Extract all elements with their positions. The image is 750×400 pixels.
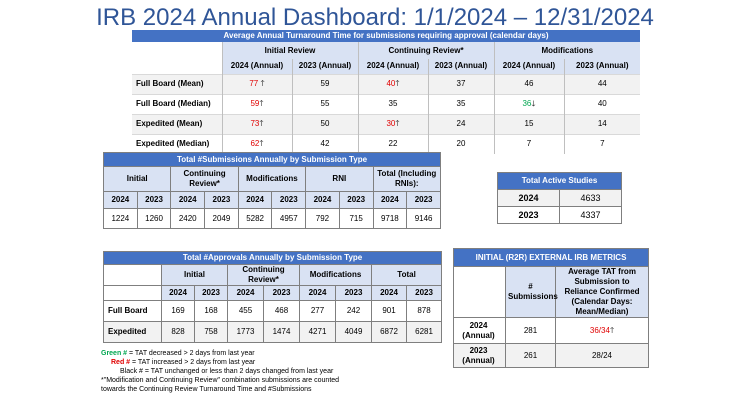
group-continuing-review: Continuing Review* <box>358 42 494 59</box>
footnote: *"Modification and Continuing Review" combination submissions are counted <box>101 377 340 384</box>
year-header: 2024 <box>171 192 205 209</box>
col-header: 2024 (Annual) <box>222 59 292 74</box>
cell: 59 <box>292 74 358 94</box>
cell: 878 <box>407 301 442 322</box>
cell: 6281 <box>407 322 442 343</box>
col-header: 2024 (Annual) <box>494 59 564 74</box>
cell <box>222 94 292 114</box>
arrow-up-icon: 🡑 <box>260 79 265 88</box>
row-label: Full Board (Mean) <box>132 74 222 94</box>
table-row <box>132 114 640 134</box>
cell: 261 <box>506 344 556 368</box>
cell <box>222 74 292 94</box>
legend-text: = TAT increased > 2 days from last year <box>130 359 256 366</box>
cell: 242 <box>336 301 372 322</box>
row-label: Full Board (Median) <box>132 94 222 114</box>
cell: 281 <box>506 318 556 344</box>
cell: 55 <box>292 94 358 114</box>
cell: 6872 <box>372 322 407 343</box>
r2r-header: INITIAL (R2R) EXTERNAL IRB METRICS <box>454 249 649 267</box>
col-header: 2023 (Annual) <box>292 59 358 74</box>
year-header: 2024 <box>300 286 336 301</box>
active-studies-header: Total Active Studies <box>498 173 622 190</box>
cell: 28/24 <box>556 344 649 368</box>
cell: 901 <box>372 301 407 322</box>
cell-value: 36 <box>522 99 532 108</box>
cell: 15 <box>494 114 564 134</box>
cell: 169 <box>162 301 195 322</box>
cell <box>222 114 292 134</box>
page-title: IRB 2024 Annual Dashboard: 1/1/2024 – 12/31/2024 <box>96 4 654 31</box>
table-row <box>132 94 640 114</box>
table-row <box>454 318 649 344</box>
arrow-up-icon: 🡑 <box>259 99 264 108</box>
year-header: 2023 <box>272 192 306 209</box>
cell: 42 <box>292 134 358 154</box>
arrow-down-icon: 🡓 <box>531 99 536 108</box>
cell: 1224 <box>104 209 138 229</box>
year-header: 2024 <box>372 286 407 301</box>
turnaround-table <box>132 30 640 154</box>
cell: 468 <box>264 301 300 322</box>
arrow-up-icon: 🡑 <box>259 139 264 149</box>
cell: 5282 <box>238 209 272 229</box>
row-label: Expedited <box>104 322 162 343</box>
cell: 277 <box>300 301 336 322</box>
table-row <box>498 207 622 224</box>
group-modifications: Modifications <box>300 265 372 286</box>
table-row <box>104 322 442 343</box>
cell: 758 <box>195 322 228 343</box>
cell: 2420 <box>171 209 205 229</box>
year-header: 2023 <box>407 286 442 301</box>
table-row <box>104 209 441 229</box>
legend-red <box>101 358 461 367</box>
active-studies-table <box>497 172 622 224</box>
cell: 4337 <box>560 207 622 224</box>
cell: 2049 <box>205 209 239 229</box>
group-total: Total <box>372 265 442 286</box>
legend-red-key: Red # <box>111 359 131 366</box>
group-modifications: Modifications <box>238 167 305 192</box>
cell <box>358 114 428 134</box>
col-header: 2023 (Annual) <box>564 59 640 74</box>
group-initial: Initial <box>162 265 228 286</box>
cell-value: 36/34 <box>589 325 610 335</box>
cell: 1773 <box>228 322 264 343</box>
cell: 7 <box>564 134 640 154</box>
cell <box>222 134 292 154</box>
legend-green-key: Green # <box>101 350 128 357</box>
cell: 168 <box>195 301 228 322</box>
cell: 35 <box>428 94 494 114</box>
cell: 1260 <box>137 209 171 229</box>
r2r-metrics-table <box>453 248 649 368</box>
cell <box>358 74 428 94</box>
year-header: 2024 <box>228 286 264 301</box>
row-label: 2024 (Annual) <box>454 318 506 344</box>
arrow-up-icon: 🡑 <box>609 325 615 335</box>
group-modifications: Modifications <box>494 42 640 59</box>
legend-green <box>101 349 461 358</box>
col-header: 2024 (Annual) <box>358 59 428 74</box>
cell: 7 <box>494 134 564 154</box>
cell: 715 <box>339 209 373 229</box>
cell-value: 59 <box>250 99 260 108</box>
year-header: 2024 <box>373 192 407 209</box>
cell: 4633 <box>560 190 622 207</box>
year-header: 2024 <box>104 192 138 209</box>
cell: 37 <box>428 74 494 94</box>
cell: 9146 <box>407 209 441 229</box>
year-header: 2023 <box>264 286 300 301</box>
cell: 9718 <box>373 209 407 229</box>
arrow-up-icon: 🡑 <box>259 119 264 128</box>
cell <box>494 94 564 114</box>
year-label: 2023 <box>498 207 560 224</box>
cell: 46 <box>494 74 564 94</box>
row-label: Expedited (Median) <box>132 134 222 154</box>
year-header: 2023 <box>407 192 441 209</box>
table-row <box>498 190 622 207</box>
year-header: 2024 <box>238 192 272 209</box>
cell: 4271 <box>300 322 336 343</box>
cell: 35 <box>358 94 428 114</box>
group-initial: Initial <box>104 167 171 192</box>
cell <box>556 318 649 344</box>
col-header: 2023 (Annual) <box>428 59 494 74</box>
legend-black: Black # = TAT unchanged or less than 2 days changed from last year <box>120 368 334 375</box>
year-header: 2023 <box>339 192 373 209</box>
cell: 20 <box>428 134 494 154</box>
cell: 22 <box>358 134 428 154</box>
legend <box>101 349 461 394</box>
year-header: 2023 <box>336 286 372 301</box>
turnaround-header: Average Annual Turnaround Time for submissions requiring approval (calendar days) <box>223 31 549 40</box>
group-continuing-review: Continuing Review* <box>171 167 238 192</box>
cell: 455 <box>228 301 264 322</box>
cell: 828 <box>162 322 195 343</box>
cell: 44 <box>564 74 640 94</box>
group-continuing-review: Continuing Review* <box>228 265 300 286</box>
year-header: 2023 <box>137 192 171 209</box>
arrow-up-icon: 🡑 <box>395 79 400 88</box>
footnote: towards the Continuing Review Turnaround Time and #Submissions <box>101 386 312 393</box>
cell-value: 77 <box>249 79 259 88</box>
cell: 4957 <box>272 209 306 229</box>
group-rni: RNI <box>306 167 373 192</box>
approvals-header: Total #Approvals Annually by Submission Type <box>104 252 442 265</box>
approvals-table <box>103 251 442 343</box>
cell: 792 <box>306 209 340 229</box>
cell: 50 <box>292 114 358 134</box>
legend-text: = TAT decreased > 2 days from last year <box>127 350 255 357</box>
year-header: 2023 <box>195 286 228 301</box>
cell: 4049 <box>336 322 372 343</box>
group-total: Total (Including RNIs): <box>373 167 441 192</box>
col-header-tat: Average TAT from Submission to Reliance Confirmed (Calendar Days: Mean/Median) <box>556 267 649 318</box>
cell-value: 73 <box>250 119 260 128</box>
year-header: 2024 <box>306 192 340 209</box>
cell: 40 <box>564 94 640 114</box>
year-label: 2024 <box>498 190 560 207</box>
year-header: 2024 <box>162 286 195 301</box>
group-initial-review: Initial Review <box>222 42 358 59</box>
row-label: 2023 (Annual) <box>454 344 506 368</box>
cell: 1474 <box>264 322 300 343</box>
cell: 14 <box>564 114 640 134</box>
row-label: Full Board <box>104 301 162 322</box>
cell-value: 30 <box>386 119 396 128</box>
table-row <box>132 134 640 154</box>
submissions-table <box>103 152 441 229</box>
col-header-submissions: # Submissions <box>506 267 556 318</box>
year-header: 2023 <box>205 192 239 209</box>
table-row <box>104 301 442 322</box>
table-row <box>454 344 649 368</box>
cell-value: 40 <box>386 79 396 88</box>
cell-value: 62 <box>250 139 260 149</box>
arrow-up-icon: 🡑 <box>395 119 400 128</box>
row-label: Expedited (Mean) <box>132 114 222 134</box>
cell: 24 <box>428 114 494 134</box>
submissions-header: Total #Submissions Annually by Submission Type <box>104 153 441 167</box>
table-row <box>132 74 640 94</box>
